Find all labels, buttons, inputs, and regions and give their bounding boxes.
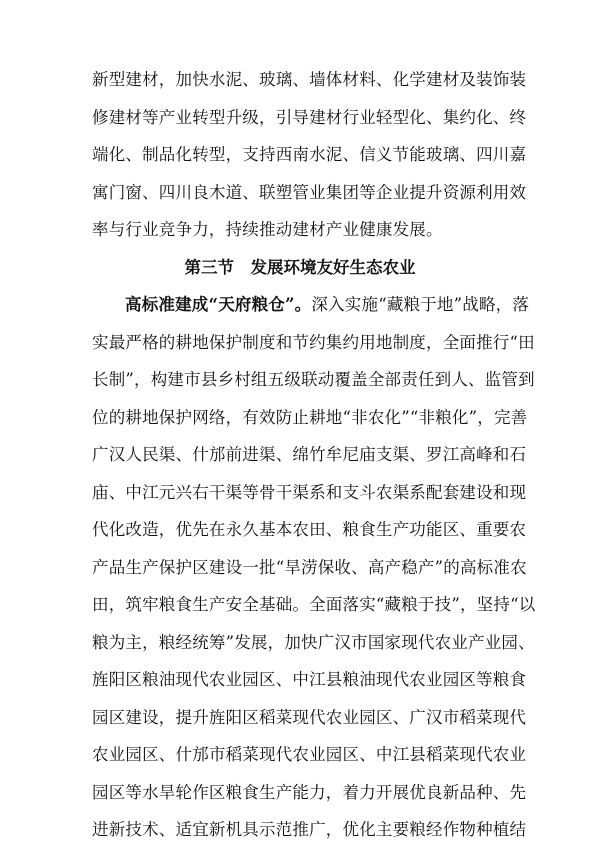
paragraph-1-line-1: 新型建材，加快水泥、玻璃、墙体材料、化学建材及装饰装	[92, 70, 527, 89]
paragraph-2-line-11: 旌阳区粮油现代农业园区、中江县粮油现代农业园区等粮食	[92, 670, 527, 689]
paragraph-2-line-9: 田，筑牢粮食生产安全基础。全面落实“藏粮于技”，坚持“以	[92, 595, 536, 614]
paragraph-2-line-2: 实最严格的耕地保护制度和节约集约用地制度，全面推行“田	[92, 333, 535, 352]
paragraph-2-lead: 高标准建成“天府粮仓”。	[125, 295, 312, 314]
paragraph-1-line-5: 率与行业竞争力，持续推动建材产业健康发展。	[92, 220, 443, 239]
paragraph-2-line-1-rest: 深入实施“藏粮于地”战略，落	[311, 295, 530, 314]
paragraph-1-line-2: 修建材等产业转型升级，引导建材行业轻型化、集约化、终	[92, 108, 527, 127]
paragraph-2-line-5: 广汉人民渠、什邡前进渠、绵竹牟尼庙支渠、罗江高峰和石	[92, 445, 527, 464]
paragraph-2-line-14: 园区等水旱轮作区粮食生产能力，着力开展优良新品种、先	[92, 783, 527, 802]
paragraph-1-line-4: 寓门窗、四川良木道、联塑管业集团等企业提升资源利用效	[92, 183, 527, 202]
paragraph-2-line-7: 代化改造，优先在永久基本农田、粮食生产功能区、重要农	[92, 520, 527, 539]
paragraph-2-line-13: 农业园区、什邡市稻菜现代农业园区、中江县稻菜现代农业	[92, 745, 527, 764]
paragraph-2-line-12: 园区建设，提升旌阳区稻菜现代农业园区、广汉市稻菜现代	[92, 708, 527, 727]
paragraph-2-line-10: 粮为主，粮经统筹”发展，加快广汉市国家现代农业产业园、	[92, 633, 535, 652]
paragraph-1-line-3: 端化、制品化转型，支持西南水泥、信义节能玻璃、四川嘉	[92, 145, 527, 164]
paragraph-2-line-15: 进新技术、适宜新机具示范推广，优化主要粮经作物种植结	[92, 820, 527, 839]
paragraph-2-line-8: 产品生产保护区建设一批“旱涝保收、高产稳产”的高标准农	[92, 558, 527, 577]
paragraph-2-line-6: 庙、中江元兴右干渠等骨干渠系和支斗农渠系配套建设和现	[92, 483, 527, 502]
section-heading: 第三节 发展环境友好生态农业	[184, 258, 416, 277]
paragraph-2-line-4: 位的耕地保护网络，有效防止耕地“非农化”“非粮化”，完善	[92, 408, 528, 427]
paragraph-2-line-3: 长制”，构建市县乡村组五级联动覆盖全部责任到人、监管到	[92, 370, 535, 389]
paragraph-2-line-1	[125, 291, 530, 319]
